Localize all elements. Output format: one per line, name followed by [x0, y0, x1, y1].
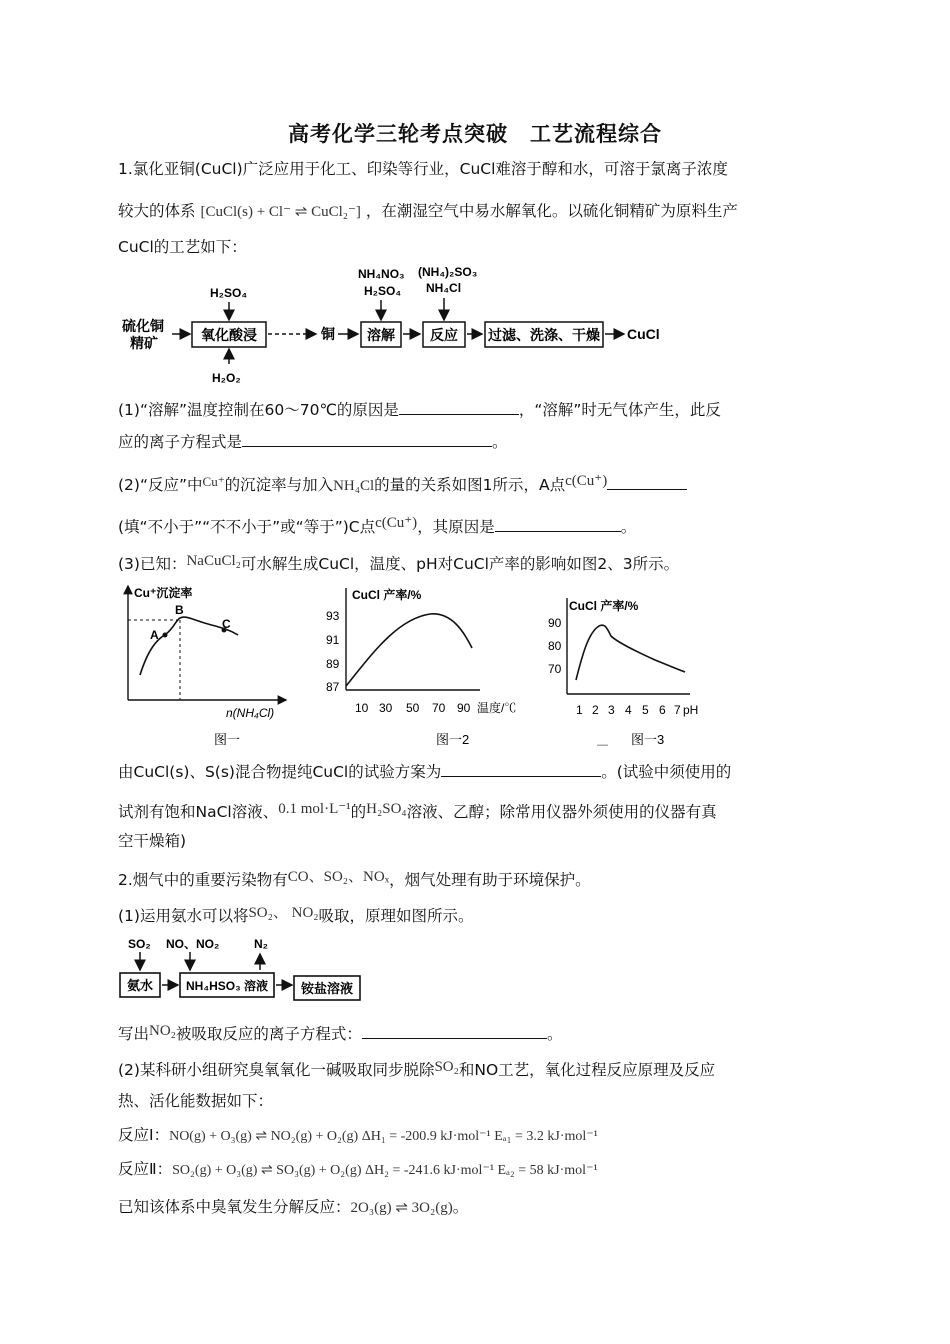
q1-line2-text-a: 较大的体系 [118, 202, 196, 220]
fig1-label-a: A [150, 628, 159, 642]
q2-line4 [118, 1056, 715, 1081]
flow-reagent-h2so4: H₂SO₄ [210, 286, 248, 300]
q2-no2: NO₂ [149, 1023, 176, 1039]
fig1-xlabel: n(NH₄Cl) [226, 706, 275, 720]
q2-absorption-flowchart [118, 932, 368, 1010]
fig3-ylabel: CuCl 产率/% [569, 599, 639, 613]
q1-p5-concentration: 0.1 mol·L⁻¹ [278, 801, 351, 817]
fig3-ytick-90: 90 [548, 616, 562, 630]
flow2-in-so2: SO₂ [128, 937, 151, 951]
q2-l3-text-b: 被吸取反应的离子方程式： [175, 1025, 362, 1043]
q2-l1-text-a: 2.烟气中的重要污染物有 [118, 871, 288, 889]
flow-copper: 铜 [321, 326, 335, 342]
q2-l6-text-a: 已知该体系中臭氧发生分解反应： [118, 1198, 351, 1216]
flow2-box1-label: 氨水 [126, 978, 154, 993]
fig2-curve [346, 614, 472, 686]
q2-so2: SO₂ [434, 1059, 459, 1075]
q2-ozone-decomposition: 2O₃(g) ⇌ 3O₂(g) [350, 1200, 453, 1216]
q1-p2-text-e: ，其原因是 [417, 518, 495, 536]
fig3-ytick-70: 70 [548, 662, 562, 676]
fig1-point-a [163, 633, 168, 638]
q2-pollutants: CO、SO₂、NOₓ [287, 869, 390, 885]
q2-reaction2 [118, 1158, 598, 1182]
q1-p1-text-b: ，“溶解”时无气体产生，此反 [518, 401, 721, 419]
q1-p3-text-a: (3)已知： [118, 555, 187, 573]
fig3-curve [576, 625, 685, 680]
fig3-ytick-80: 80 [548, 639, 562, 653]
q1-p2-nh4cl: NH₄Cl [333, 478, 375, 494]
answer-blank-3[interactable] [607, 473, 687, 490]
flow2-box2-label: NH₄HSO₃ 溶液 [186, 979, 268, 993]
q1-p1-text-a: (1)“溶解”温度控制在60～70℃的原因是 [118, 401, 399, 419]
flow-reagent-nh4cl: NH₄Cl [426, 281, 462, 295]
q1-part1-line2 [118, 430, 508, 453]
flow-reagent-h2so4-2: H₂SO₄ [364, 284, 402, 298]
fig2-ylabel: CuCl 产率/% [352, 588, 422, 602]
q1-line2-text-b: ，在潮湿空气中易水解氧化。以硫化铜精矿为原料生产 [365, 202, 738, 220]
fig1-label-c: C [222, 617, 231, 631]
q1-p2-cu-ion: Cu⁺ [202, 474, 225, 489]
q1-p2-text-d: (填“不小于”“不不小于”或“等于”)C点 [118, 518, 376, 536]
q2-r2-label: 反应Ⅱ： [118, 1160, 173, 1178]
q2-line5: 热、活化能数据如下： [118, 1092, 274, 1110]
fig3-xtick-7: 7 [674, 703, 681, 717]
q2-reaction1 [118, 1124, 598, 1148]
q2-l1-text-b: ，烟气处理有助于环境保护。 [389, 871, 591, 889]
fig3-xtick-4: 4 [625, 703, 632, 717]
fig2-ytick-93: 93 [326, 609, 340, 623]
q2-l4-text-b: 和NO工艺，氧化过程反应原理及反应 [458, 1061, 716, 1079]
flow-box1-label: 氧化酸浸 [201, 327, 257, 343]
q2-line6 [118, 1196, 468, 1219]
q1-p3-nacucl2: NaCuCl₂ [186, 553, 241, 569]
page-title: 高考化学三轮考点突破 工艺流程综合 [288, 122, 662, 146]
answer-blank-1[interactable] [399, 398, 519, 415]
fig3-xtick-6: 6 [659, 703, 666, 717]
fig2-caption: 图一2 [436, 732, 470, 747]
q1-p5-text-a: 试剂有饱和NaCl溶液、 [118, 803, 279, 821]
fig1-ylabel: Cu⁺沉淀率 [134, 586, 193, 600]
fig3-xtick-3: 3 [608, 703, 615, 717]
flow2-in-nox: NO、NO₂ [166, 937, 220, 951]
flow-box3-label: 反应 [430, 327, 458, 343]
q1-part2-line2 [118, 512, 636, 538]
fig2-xlabel: 温度/℃ [477, 701, 517, 715]
q1-line2 [118, 200, 738, 223]
q2-l3-text-c: 。 [546, 1025, 563, 1043]
fig2-xtick-70: 70 [432, 701, 446, 715]
q1-p5-h2so4: H₂SO₄ [366, 801, 407, 817]
flow-reagent-h2o2: H₂O₂ [212, 371, 241, 385]
q1-p5-text-b: 的 [350, 803, 367, 821]
q1-p2-text-f: 。 [620, 518, 637, 536]
q1-p5-text-c: 溶液、乙醇；除常用仪器外须使用的仪器有真 [406, 803, 717, 821]
q2-line1 [118, 866, 591, 891]
q1-part3-line [118, 550, 679, 575]
fig2-xtick-90: 90 [457, 701, 471, 715]
q1-part1-line1 [118, 398, 721, 421]
fig3-xtick-5: 5 [642, 703, 649, 717]
q1-part3-scheme-line1 [118, 760, 731, 783]
flow-start-line1: 硫化铜 [122, 318, 164, 334]
q1-process-flowchart [118, 262, 678, 390]
figure-2 [322, 584, 527, 750]
fig2-xtick-30: 30 [379, 701, 393, 715]
q1-p2-text-b: 的沉淀率与加入 [224, 476, 334, 494]
fig2-xtick-10: 10 [355, 701, 369, 715]
q2-absorbed-gases: SO₂、 NO₂ [248, 905, 319, 921]
flow-reagent-nh4so3: (NH₄)₂SO₃ [418, 265, 478, 279]
q1-line3: CuCl的工艺如下： [118, 238, 247, 256]
flow2-out-n2: N₂ [254, 937, 268, 951]
q2-r1-equation: NO(g) + O₃(g) ⇌ NO₂(g) + O₂(g) ΔH₁ = -200.9 kJ·mol⁻¹ Eₐ₁ = 3.2 kJ·mol⁻¹ [169, 1129, 598, 1144]
flow-start-line2: 精矿 [130, 335, 158, 351]
q1-p1-text-d: 。 [492, 433, 508, 451]
q1-part3-scheme-line2 [118, 798, 717, 823]
fig2-ytick-91: 91 [326, 633, 340, 647]
flow-product: CuCl [627, 326, 660, 342]
fig1-label-b: B [175, 603, 184, 617]
fig3-caption: 图一3 [631, 732, 665, 747]
figure-3 [545, 592, 720, 750]
flow2-box3-label: 铵盐溶液 [300, 981, 354, 996]
fig1-caption: 图一 [214, 732, 241, 747]
q1-p3-text-b: 可水解生成CuCl，温度、pH对CuCl产率的影响如图2、3所示。 [240, 555, 680, 573]
q1-equilibrium-expression: [CuCl(s) + Cl⁻ ⇌ CuCl₂⁻] [200, 204, 361, 220]
answer-blank-2[interactable] [242, 430, 492, 447]
q1-p2-conc-a: c(Cu⁺) [565, 473, 608, 489]
q2-l6-text-b: 。 [452, 1198, 469, 1216]
figure-1 [118, 580, 308, 750]
q2-l4-text-a: (2)某科研小组研究臭氧氧化一碱吸取同步脱除 [118, 1061, 435, 1079]
answer-blank-6[interactable] [362, 1022, 547, 1039]
q1-p4-text-a: 由CuCl(s)、S(s)混合物提纯CuCl的试验方案为 [118, 763, 442, 781]
q1-part3-scheme-line3: 空干燥箱) [118, 832, 187, 850]
fig2-ytick-89: 89 [326, 657, 340, 671]
answer-blank-4[interactable] [495, 515, 621, 532]
fig3-xtick-1: 1 [576, 703, 583, 717]
fig2-ytick-87: 87 [326, 680, 340, 694]
q2-l2-text-a: (1)运用氨水可以将 [118, 907, 249, 925]
q2-line2 [118, 902, 474, 927]
fig2-xtick-50: 50 [406, 701, 420, 715]
flow-reagent-nh4no3: NH₄NO₃ [358, 267, 405, 281]
flow-box2-label: 溶解 [367, 327, 395, 343]
q1-p2-conc-c: c(Cu⁺) [375, 515, 418, 531]
q2-r2-equation: SO₂(g) + O₃(g) ⇌ SO₃(g) + O₂(g) ΔH₂ = -241.6 kJ·mol⁻¹ Eₐ₂ = 58 kJ·mol⁻¹ [172, 1163, 598, 1178]
q2-l2-text-b: 吸取，原理如图所示。 [318, 907, 474, 925]
q1-p4-text-b: 。(试验中须使用的 [601, 763, 732, 781]
q2-r1-label: 反应Ⅰ： [118, 1126, 170, 1144]
fig3-xtick-2: 2 [592, 703, 599, 717]
q1-line1: 1.氯化亚铜(CuCl)广泛应用于化工、印染等行业，CuCl难溶于醇和水，可溶于氯离子浓度 [118, 160, 728, 178]
q2-line3 [118, 1020, 562, 1045]
flow-box4-label: 过滤、洗涤、干燥 [488, 327, 600, 343]
answer-blank-5[interactable] [441, 760, 601, 777]
q1-part2-line1 [118, 470, 687, 497]
q1-p2-text-a: (2)“反应”中 [118, 476, 203, 494]
fig3-dash: — [597, 739, 608, 750]
fig3-xlabel: pH [683, 703, 699, 717]
q1-p1-text-c: 应的离子方程式是 [118, 433, 243, 451]
q1-p2-text-c: 的量的关系如图1所示，A点 [374, 476, 566, 494]
q2-l3-text-a: 写出 [118, 1025, 150, 1043]
